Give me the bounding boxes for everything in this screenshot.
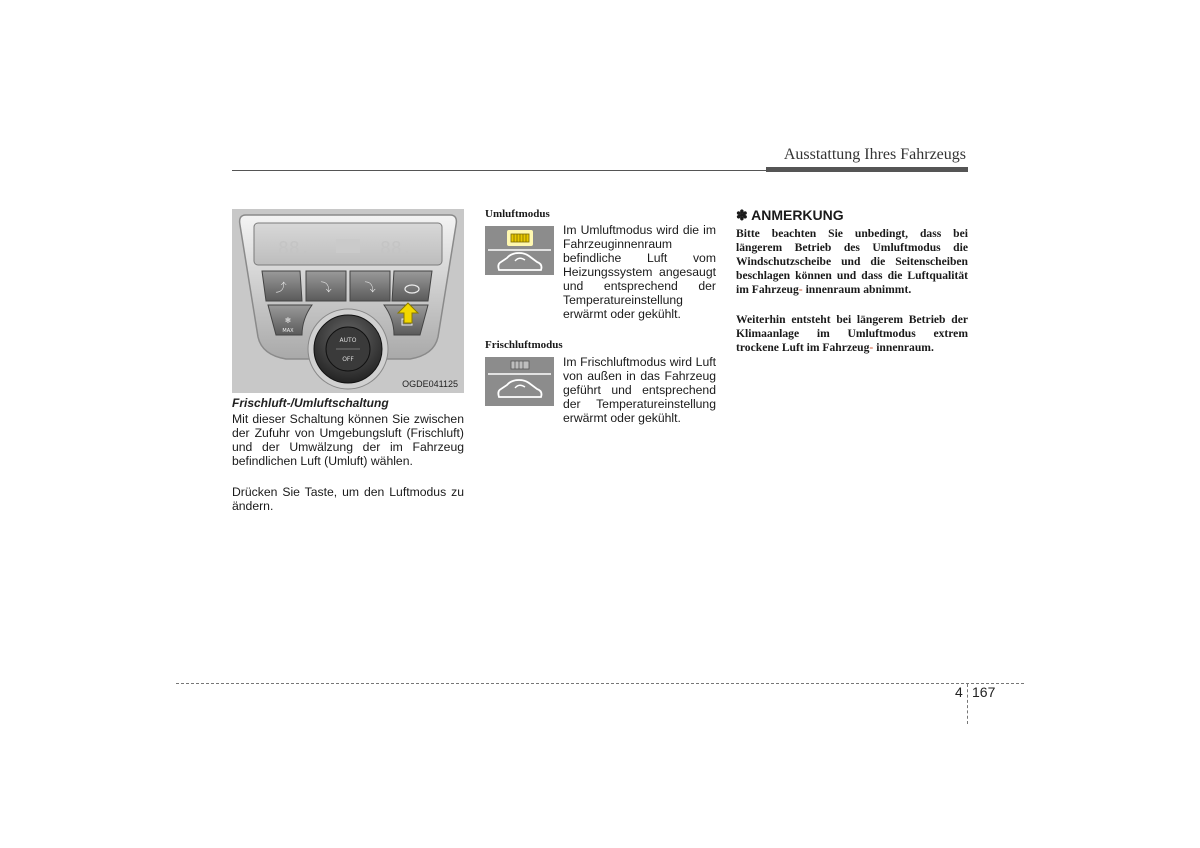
note-heading: ✽ ANMERKUNG	[736, 207, 844, 223]
figure-code: OGDE041125	[402, 379, 458, 389]
note-paragraph-2-end: innenraum.	[876, 341, 934, 354]
instruction-paragraph: Drücken Sie Taste, um den Luftmodus zu ändern.	[232, 485, 464, 513]
svg-text:⤵: ⤵	[320, 282, 332, 294]
footer-divider	[967, 684, 968, 724]
climate-panel-figure	[232, 209, 464, 393]
climate-panel-illustration	[232, 209, 464, 393]
note-paragraph-2	[736, 313, 968, 355]
svg-text:88.: 88.	[380, 238, 413, 259]
intro-paragraph: Mit dieser Schaltung können Sie zwischen der Zufuhr von Umgebungsluft (Frischluft) und der Umwälzung der im Fahrzeug befindlichen Luft (Umluft) wählen.	[232, 412, 464, 468]
fresh-mode-text: Im Frischluftmodus wird Luft von außen in das Fahrzeug geführt und entsprechend der Temperatureinstellung erwärmt oder gekühlt.	[563, 355, 716, 425]
max-label: MAX	[282, 328, 294, 334]
note-hyphen-1: -	[798, 283, 803, 296]
svg-text:88.: 88.	[278, 238, 311, 259]
svg-text:⤴: ⤴	[275, 282, 287, 294]
running-header: Ausstattung Ihres Fahrzeugs	[783, 146, 966, 163]
svg-text:⤵: ⤵	[364, 282, 376, 294]
header-rule	[232, 170, 968, 171]
recirc-mode-text: Im Umluftmodus wird die im Fahrzeuginnenraum befindliche Luft vom Heizungssystem angesaugt und entsprechend der Temperatureinstellung erwärmt oder gekühlt.	[563, 223, 716, 321]
recirc-mode-heading: Umluftmodus	[485, 208, 550, 220]
footer-rule	[176, 683, 1024, 684]
section-subheading: Frischluft-/Umluftschaltung	[232, 396, 389, 410]
note-hyphen-2: -	[869, 341, 874, 354]
fresh-air-mode-icon	[485, 357, 554, 406]
recirculation-mode-icon	[485, 226, 554, 275]
off-label: OFF	[342, 356, 354, 363]
note-paragraph-1-end: innenraum abnimmt.	[805, 283, 912, 296]
page-number: 167	[972, 684, 996, 700]
note-paragraph-2-main: Weiterhin entsteht bei längerem Betrieb der Klimaanlage im Umluftmodus extrem trockene Luft im Fahrzeug	[736, 313, 968, 354]
svg-text:❄: ❄	[284, 316, 292, 325]
fresh-mode-heading: Frischluftmodus	[485, 339, 563, 351]
chapter-number: 4	[955, 684, 963, 700]
auto-label: AUTO	[339, 337, 357, 344]
note-paragraph-1	[736, 227, 968, 297]
note-paragraph-1-main: Bitte beachten Sie unbedingt, dass bei längerem Betrieb des Umluftmodus die Windschutzscheibe und die Seitenscheiben beschlagen können und dass die Luftqualität im Fahrzeug	[736, 227, 968, 296]
